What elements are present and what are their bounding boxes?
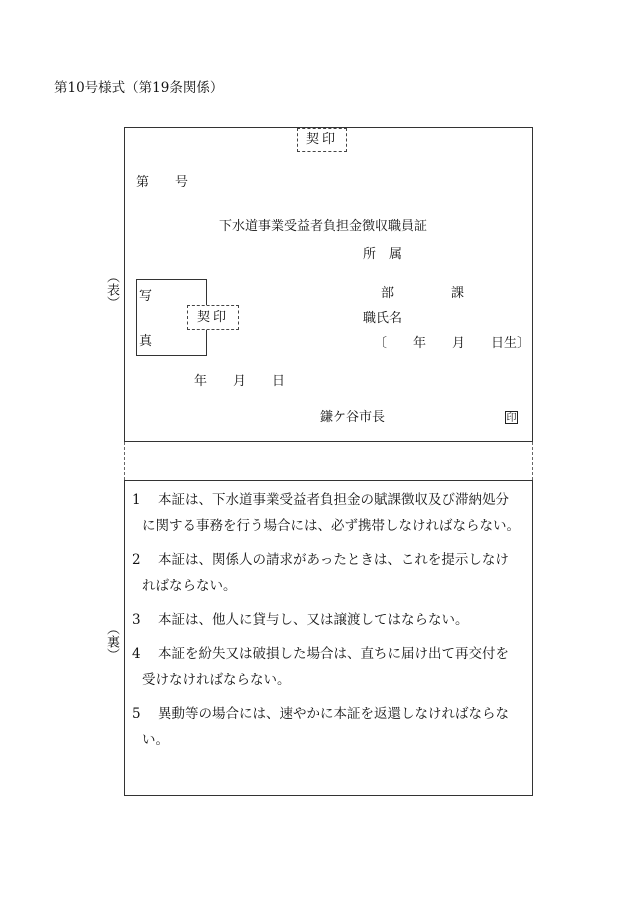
- rule-text-cont: に関する事務を行う場合には、必ず携帯しなければならない。: [142, 518, 520, 534]
- rule-number: 1: [132, 492, 141, 508]
- rule-item: [132, 701, 528, 753]
- name-label: 職氏名: [363, 311, 403, 326]
- form-title: 第10号様式（第19条関係）: [54, 80, 224, 96]
- rule-item: [132, 607, 528, 633]
- rule-text-cont: ればならない。: [142, 578, 237, 594]
- rule-item: [132, 547, 528, 599]
- rule-item: [132, 641, 528, 693]
- rule-text-cont: 受けなければならない。: [142, 672, 291, 688]
- rule-text: 本証は、関係人の請求があったときは、これを提示しなけ: [158, 552, 509, 568]
- seal-top: 契印: [297, 128, 347, 152]
- department-label: 部: [381, 286, 395, 301]
- cut-line-area: [124, 442, 533, 480]
- rule-number: 5: [132, 706, 141, 722]
- photo-label-top: 写: [139, 289, 153, 304]
- certificate-number: 第 号: [136, 175, 189, 190]
- rule-number: 2: [132, 552, 141, 568]
- photo-label-bottom: 真: [139, 334, 153, 349]
- certificate-title: 下水道事業受益者負担金徴収職員証: [219, 219, 428, 234]
- rule-number: 4: [132, 646, 141, 662]
- rule-item: [132, 487, 528, 539]
- rule-text-cont: い。: [142, 732, 169, 748]
- rule-text: 本証は、下水道事業受益者負担金の賦課徴収及び滞納処分: [158, 492, 509, 508]
- rule-number: 3: [132, 612, 141, 628]
- affiliation-label: 所 属: [363, 247, 403, 262]
- section-label: 課: [451, 286, 465, 301]
- issuer-seal-icon: 印: [506, 413, 517, 424]
- seal-photo: 契印: [187, 305, 239, 330]
- back-side-label: （裏）: [104, 622, 119, 661]
- issue-date: 年 月 日: [194, 374, 286, 389]
- birth-date-line: 〔 年 月 日生〕: [374, 336, 531, 351]
- rule-text: 本証を紛失又は破損した場合は、直ちに届け出て再交付を: [158, 646, 509, 662]
- rule-text: 異動等の場合には、速やかに本証を返還しなければならな: [158, 706, 509, 722]
- front-side-label: （表）: [104, 270, 119, 309]
- rule-text: 本証は、他人に貸与し、又は譲渡してはならない。: [158, 612, 469, 628]
- issuer-name: 鎌ケ谷市長: [320, 410, 386, 425]
